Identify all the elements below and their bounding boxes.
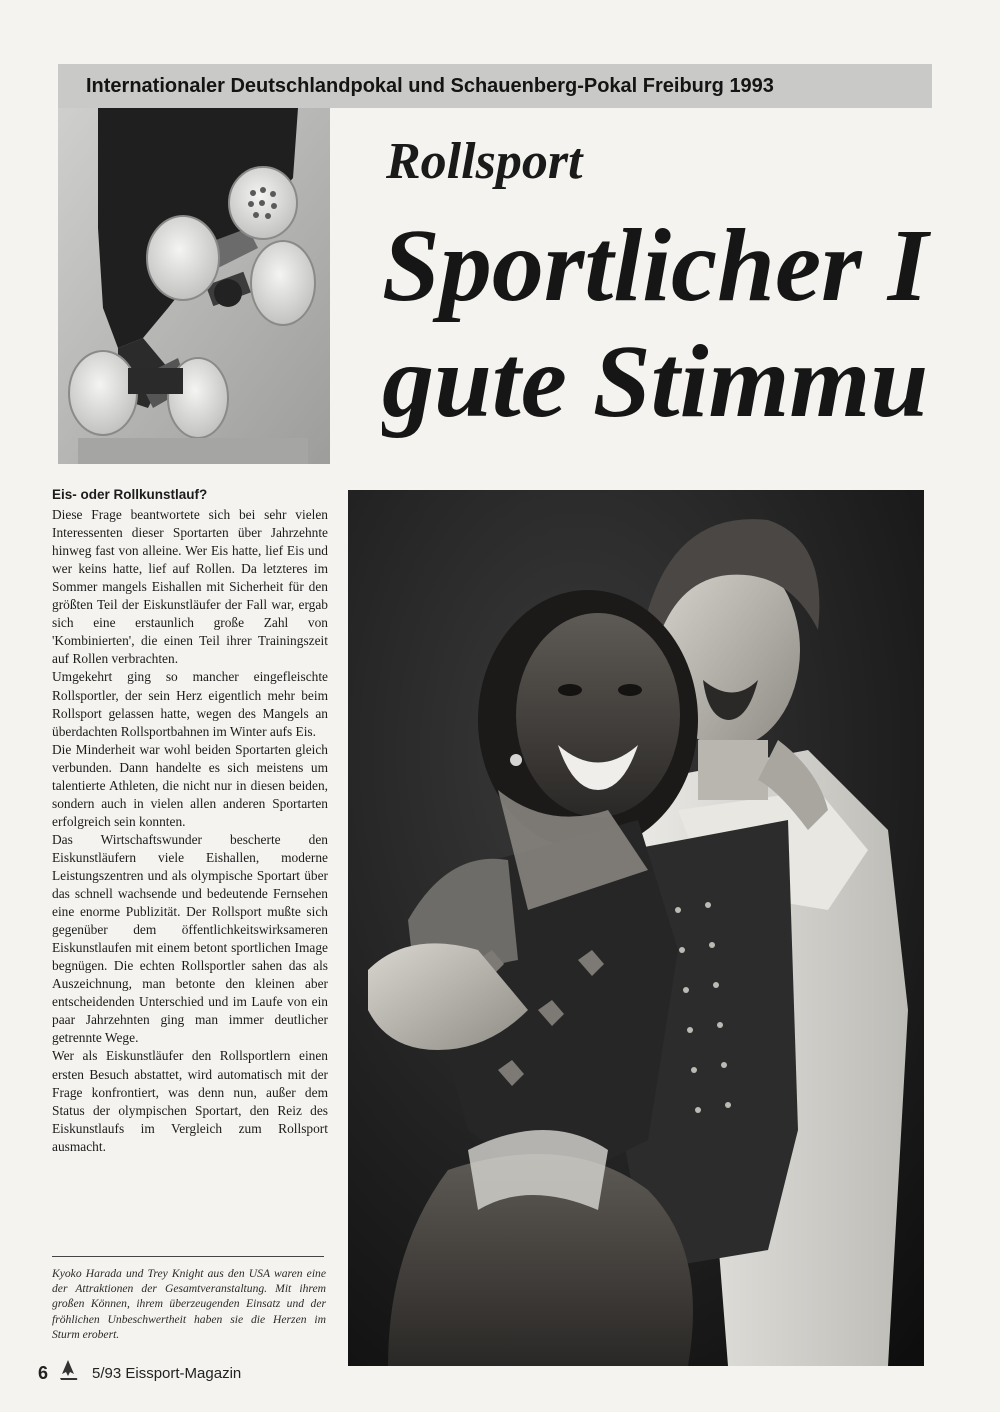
section-kicker: Rollsport: [386, 133, 583, 190]
article-paragraph: Das Wirtschaftswunder bescherte den Eiskunstläufern viele Eishallen, moderne Leistungszentren und als olympische Sportart über das schnell wachsende und bedeutende Fernsehen eine enorme Publizität. Der Rollsport mußte sich gegenüber dem öffentlichkeitswirksameren Eiskunstlaufen mit einem betont sportlichen Image begnügen. Die echten Rollsportler sahen das als Auszeichnung, man betonte den kleinen aber entscheidenden Unterschied und im Laufe von ein paar Jahrzehnten ging man immer deutlicher getrennte Wege.: [52, 831, 328, 1046]
skating-couple-photo: [348, 490, 924, 1366]
article-paragraph: Wer als Eiskunstläufer den Rollsportlern einen ersten Besuch abstattet, wird automatisch mit der Frage konfrontiert, was denn nun, außer dem Status der olympischen Sportart, den Reiz des Eiskunstlaufs im Vergleich zum Rollsport ausmacht.: [52, 1048, 328, 1154]
headline-line-2: gute Stimmu: [382, 324, 929, 439]
event-title-bar: [58, 64, 932, 108]
article-subhead: Eis- oder Rollkunstlauf?: [52, 487, 208, 502]
article-body: [52, 486, 328, 1156]
roller-skate-photo: [58, 108, 330, 464]
headline-line-1: Sportlicher I: [382, 208, 929, 323]
article-paragraph: Die Minderheit war wohl beiden Sportarten gleich verbunden. Dann handelte es sich meistens um talentierte Athleten, die nicht nur in diesen beiden, sondern auch in vielen allen anderen Sportarten erfolgreich sein konnten.: [52, 741, 328, 829]
event-title: Internationaler Deutschlandpokal und Schauenberg-Pokal Freiburg 1993: [86, 74, 774, 97]
photo-caption: Kyoko Harada und Trey Knight aus den USA waren eine der Attraktionen der Gesamtveranstaltung. Mit ihrem großen Können, ihrem überzeugenden Einsatz und der fröhlichen Unbeschwertheit haben sie die Herzen im Sturm erobert.: [52, 1267, 326, 1341]
article-paragraph: Diese Frage beantwortete sich bei sehr vielen Interessenten dieser Sportarten über Jahrzehnte hinweg fast von alleine. Wer Eis hatte, lief Eis und wer keins hatte, lief auf Rollen. Da letzteres im Sommer mangels Eishallen mit Sicherheit für den größten Teil der Eiskunstläufer der Fall war, ergab sich eine erstaunlich große Zahl von 'Kombinierten', die einen Teil ihrer Trainingszeit auf Rollen verbrachten.: [52, 507, 328, 667]
skate-logo-icon: [56, 1358, 80, 1389]
headline: [382, 208, 1000, 470]
caption-divider: [52, 1256, 324, 1257]
page-footer: [38, 1360, 241, 1386]
page-number: 6: [38, 1362, 49, 1383]
article-paragraph: Umgekehrt ging so mancher eingefleischte Rollsportler, der sein Herz eigentlich mehr beim Rollsport gelassen hatte, wegen des Mangels an überdachten Rollsportbahnen im Winter aufs Eis.: [52, 669, 328, 739]
issue-label: 5/93 Eissport-Magazin: [92, 1364, 242, 1382]
